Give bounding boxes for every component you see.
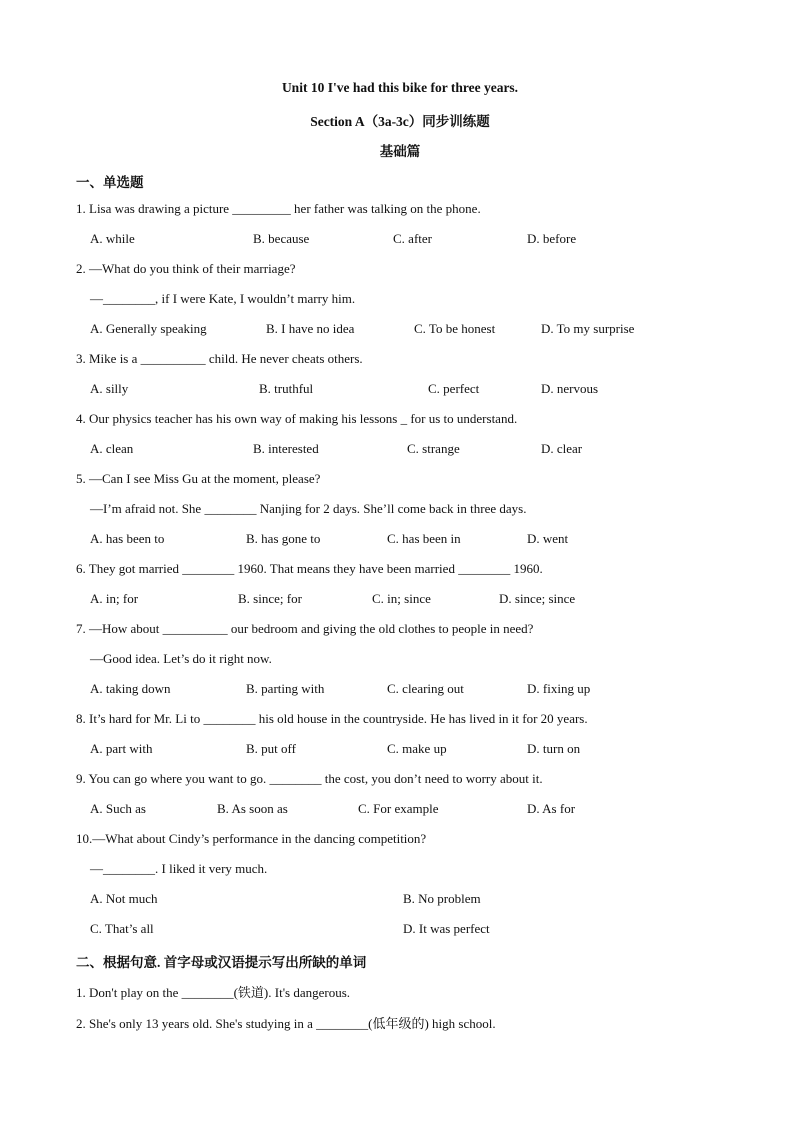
question-10-option-a: A. Not much [90, 891, 158, 906]
question-1-option-d: D. before [527, 231, 577, 246]
question-6-stem: 6. They got married ________ 1960. That means they have been married ________ 1960. [76, 561, 543, 576]
question-1-option-a: A. while [90, 231, 135, 246]
question-7-option-b: B. parting with [246, 681, 325, 696]
question-7-stem: 7. —How about __________ our bedroom and giving the old clothes to people in need? [76, 621, 534, 636]
question-4-option-b: B. interested [253, 441, 319, 456]
question-6-option-c: C. in; since [372, 591, 431, 606]
question-5-option-a: A. has been to [90, 531, 165, 546]
question-5-option-c: C. has been in [387, 531, 461, 546]
question-3-stem: 3. Mike is a __________ child. He never cheats others. [76, 351, 363, 366]
question-9-stem: 9. You can go where you want to go. ________ the cost, you don’t need to worry about it. [76, 771, 543, 786]
section1-heading: 一、单选题 [76, 175, 144, 190]
question-10-stem: 10.—What about Cindy’s performance in the dancing competition? [76, 831, 427, 846]
question-2-response: —________, if I were Kate, I wouldn’t marry him. [90, 291, 356, 306]
difficulty-level: 基础篇 [379, 144, 421, 159]
question-1-stem: 1. Lisa was drawing a picture _________ her father was talking on the phone. [76, 201, 481, 216]
question-5-option-d: D. went [527, 531, 569, 546]
question-2-option-b: B. I have no idea [266, 321, 355, 336]
question-8-option-b: B. put off [246, 741, 296, 756]
question-9-option-c: C. For example [358, 801, 439, 816]
question-10-option-d: D. It was perfect [403, 921, 490, 936]
question-7-response: —Good idea. Let’s do it right now. [90, 651, 272, 666]
question-8-option-a: A. part with [90, 741, 153, 756]
question-9-option-a: A. Such as [90, 801, 146, 816]
question-6-option-d: D. since; since [499, 591, 576, 606]
question-1-option-b: B. because [253, 231, 310, 246]
question-7-option-c: C. clearing out [387, 681, 464, 696]
question-3-option-a: A. silly [90, 381, 129, 396]
question-5-stem: 5. —Can I see Miss Gu at the moment, please? [76, 471, 321, 486]
question-8-stem: 8. It’s hard for Mr. Li to ________ his old house in the countryside. He has lived in it for 20 years. [76, 711, 588, 726]
question-9-option-b: B. As soon as [217, 801, 288, 816]
section2-heading: 二、根据句意. 首字母或汉语提示写出所缺的单词 [76, 955, 367, 970]
question-10-option-c: C. That’s all [90, 921, 154, 936]
question-7-option-a: A. taking down [90, 681, 171, 696]
question-5-option-b: B. has gone to [246, 531, 321, 546]
question-3-option-d: D. nervous [541, 381, 599, 396]
question-2-option-a: A. Generally speaking [90, 321, 207, 336]
question-6-option-b: B. since; for [238, 591, 302, 606]
question-6-option-a: A. in; for [90, 591, 139, 606]
question-4-option-c: C. strange [407, 441, 460, 456]
fill-blank-item-2: 2. She's only 13 years old. She's studying in a ________(低年级的) high school. [76, 1016, 496, 1031]
fill-blank-item-1: 1. Don't play on the ________(铁道). It's dangerous. [76, 985, 351, 1000]
question-3-option-b: B. truthful [259, 381, 314, 396]
question-10-option-b: B. No problem [403, 891, 481, 906]
question-8-option-c: C. make up [387, 741, 447, 756]
section-subtitle: Section A（3a-3c）同步训练题 [310, 114, 490, 129]
question-8-option-d: D. turn on [527, 741, 581, 756]
question-3-option-c: C. perfect [428, 381, 480, 396]
question-9-option-d: D. As for [527, 801, 576, 816]
unit-title: Unit 10 I've had this bike for three years. [281, 80, 519, 95]
question-4-option-d: D. clear [541, 441, 583, 456]
question-4-option-a: A. clean [90, 441, 134, 456]
question-2-stem: 2. —What do you think of their marriage? [76, 261, 296, 276]
question-4-stem: 4. Our physics teacher has his own way of making his lessons _ for us to understand. [76, 411, 518, 426]
question-10-response: —________. I liked it very much. [90, 861, 268, 876]
question-2-option-c: C. To be honest [414, 321, 496, 336]
question-1-option-c: C. after [393, 231, 432, 246]
question-5-response: —I’m afraid not. She ________ Nanjing for 2 days. She’ll come back in three days. [90, 501, 527, 516]
question-7-option-d: D. fixing up [527, 681, 591, 696]
question-2-option-d: D. To my surprise [541, 321, 635, 336]
